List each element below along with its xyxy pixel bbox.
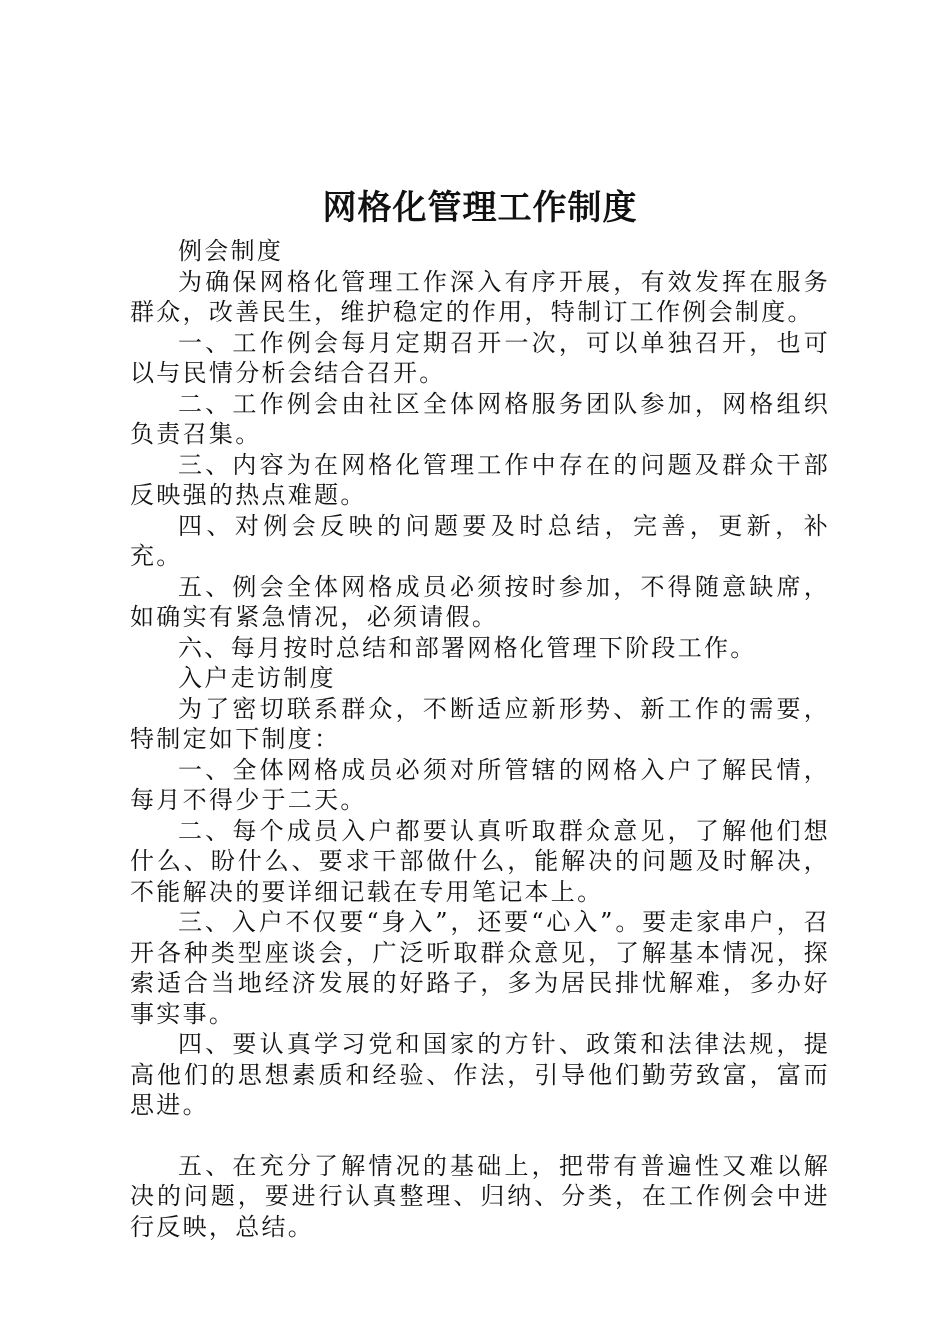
blank-line bbox=[130, 1121, 830, 1151]
paragraph: 三、内容为在网格化管理工作中存在的问题及群众干部反映强的热点难题。 bbox=[130, 450, 830, 509]
paragraph: 四、要认真学习党和国家的方针、政策和法律法规，提高他们的思想素质和经验、作法，引导他们勤劳致富，富而思进。 bbox=[130, 1030, 830, 1119]
paragraph: 四、对例会反映的问题要及时总结，完善，更新，补充。 bbox=[130, 511, 830, 570]
paragraph: 三、入户不仅要“身入”，还要“心入”。要走家串户，召开各种类型座谈会，广泛听取群众意见，了解基本情况，探索适合当地经济发展的好路子，多为居民排忧解难，多办好事实事。 bbox=[130, 908, 830, 1028]
document-page bbox=[130, 180, 830, 1242]
document-title: 网格化管理工作制度 bbox=[322, 188, 638, 228]
paragraph: 六、每月按时总结和部署网格化管理下阶段工作。 bbox=[178, 633, 757, 662]
paragraph: 为了密切联系群众，不断适应新形势、新工作的需要，特制定如下制度： bbox=[130, 694, 830, 753]
paragraph: 五、在充分了解情况的基础上，把带有普遍性又难以解决的问题，要进行认真整理、归纳、分类，在工作例会中进行反映，总结。 bbox=[130, 1151, 830, 1241]
paragraph: 五、例会全体网格成员必须按时参加，不得随意缺席，如确实有紧急情况，必须请假。 bbox=[130, 572, 830, 631]
paragraph: 一、工作例会每月定期召开一次，可以单独召开，也可以与民情分析会结合召开。 bbox=[130, 328, 830, 387]
paragraph: 二、每个成员入户都要认真听取群众意见，了解他们想什么、盼什么、要求干部做什么，能解决的问题及时解决，不能解决的要详细记载在专用笔记本上。 bbox=[130, 816, 830, 906]
section-heading: 例会制度 bbox=[178, 237, 284, 265]
section-home-visit-system bbox=[130, 663, 830, 1242]
paragraph: 二、工作例会由社区全体网格服务团队参加，网格组织负责召集。 bbox=[130, 389, 830, 448]
section-meeting-system bbox=[130, 236, 830, 663]
paragraph: 为确保网格化管理工作深入有序开展，有效发挥在服务群众，改善民生，维护稳定的作用，特制订工作例会制度。 bbox=[130, 267, 830, 326]
paragraph: 一、全体网格成员必须对所管辖的网格入户了解民情，每月不得少于二天。 bbox=[130, 755, 830, 814]
section-heading: 入户走访制度 bbox=[178, 664, 336, 692]
